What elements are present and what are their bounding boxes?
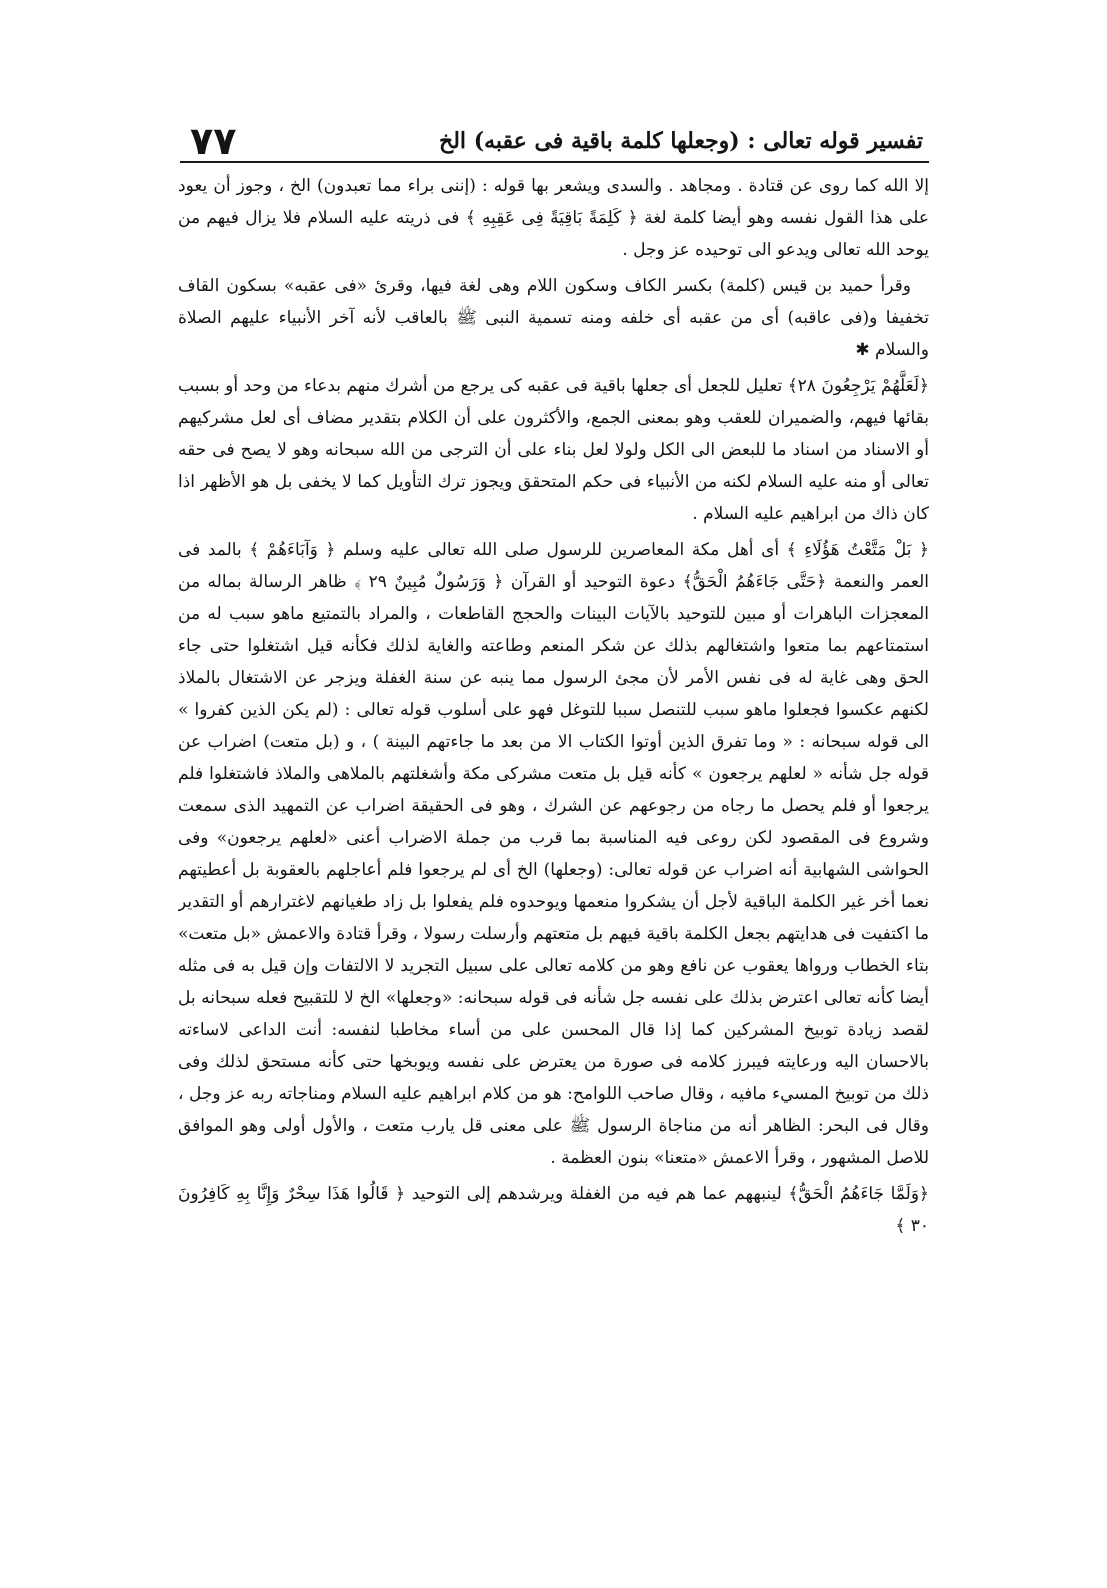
- header-rule: [180, 161, 929, 163]
- paragraph-1: إلا الله كما روى عن قتادة . ومجاهد . والسدى ويشعر بها قوله : (إننى براء مما تعبدون) الخ ، وجوز أن يعود على هذا القول نفسه وهو أيضا كلمة لغة ﴿ كَلِمَةً بَاقِيَةً فِى عَقِبِهِ ﴾ فى ذريته عليه السلام فلا يزال فيهم من يوحد الله تعالى ويدعو الى توحيده عز وجل .: [178, 176, 929, 260]
- paragraph-5: ﴿وَلَمَّا جَاءَهُمُ الْحَقُّ﴾ لينبههم عما هم فيه من الغفلة ويرشدهم إلى التوحيد ﴿ قَالُوا هَذَا سِحْرٌ وَإِنَّا بِهِ كَافِرُونَ ٣٠ ﴾: [178, 1184, 929, 1236]
- paragraph-2: وقرأ حميد بن قيس (كلمة) بكسر الكاف وسكون اللام وهى لغة فيها، وقرئ «فى عقبه» بسكون القاف تخفيفا و(فى عاقبه) أى من عقبه أى خلفه ومنه تسمية النبى ﷺ بالعاقب لأنه آخر الأنبياء عليهم الصلاة والسلام ✱: [178, 276, 929, 360]
- paragraph-3: ﴿لَعَلَّهُمْ يَرْجِعُونَ ٢٨﴾ تعليل للجعل أى جعلها باقية فى عقبه كى يرجع من أشرك منهم بدعاء من وحد أو بسبب بقائها فيهم، والضميران للعقب وهو بمعنى الجمع، والأكثرون على أن الكلام بتقدير مضاف أى لعل مشركيهم أو الاسناد من اسناد ما للبعض الى الكل ولولا لعل بناء على أن الترجى من الله سبحانه وهو لا يصح فى حقه تعالى أو منه عليه السلام لكنه من الأنبياء فى حكم المتحقق ويجوز ترك التأويل كما لا يخفى بل هو الأظهر اذا كان ذاك من ابراهيم عليه السلام .: [178, 376, 929, 524]
- page-body: [178, 170, 929, 1568]
- paragraph-4: ﴿ بَلْ مَتَّعْتُ هَؤُلَاءِ ﴾ أى أهل مكة المعاصرين للرسول صلى الله تعالى عليه وسلم ﴿ وَآبَاءَهُمْ ﴾ بالمد فى العمر والنعمة ﴿حَتَّى جَاءَهُمُ الْحَقُّ﴾ دعوة التوحيد أو القرآن ﴿ وَرَسُولٌ مُبِينٌ ٢٩ ﴾ ظاهر الرسالة بماله من المعجزات الباهرات أو مبين للتوحيد بالآيات البينات والحجج القاطعات ، والمراد بالتمتيع ماهو سبب له من استمتاعهم بما متعوا واشتغالهم بذلك عن شكر المنعم وطاعته والغاية لذلك فكأنه قيل اشتغلوا حتى جاء الحق وهى غاية له فى نفس الأمر لأن مجئ الرسول مما ينبه عن سنة الغفلة ويزجر عن الاشتغال بالملاذ لكنهم عكسوا فجعلوا ماهو سبب للتنصل سببا للتوغل فهو على أسلوب قوله تعالى : (لم يكن الذين كفروا » الى قوله سبحانه : « وما تفرق الذين أوتوا الكتاب الا من بعد ما جاءتهم البينة ) ، و (بل متعت) اضراب عن قوله جل شأنه « لعلهم يرجعون » كأنه قيل بل متعت مشركى مكة وأشغلتهم بالملاهى والملاذ فاشتغلوا فلم يرجعوا أو فلم يحصل ما رجاه من رجوعهم عن الشرك ، وهو فى الحقيقة اضراب عن التمهيد الذى سمعت وشروع فى المقصود لكن روعى فيه المناسبة بما قرب من جملة الاضراب أعنى «لعلهم يرجعون» وفى الحواشى الشهابية أنه اضراب عن قوله تعالى: (وجعلها) الخ أى لم يرجعوا فلم أعاجلهم بالعقوبة بل أعطيتهم نعما أخر غير الكلمة الباقية لأجل أن يشكروا منعمها ويوحدوه فلم يفعلوا بل زاد طغيانهم لاغترارهم أو التقدير ما اكتفيت فى هدايتهم بجعل الكلمة باقية فيهم بل متعتهم وأرسلت رسولا ، وقرأ قتادة والاعمش «بل متعت» بتاء الخطاب ورواها يعقوب عن نافع وهو من كلامه تعالى على سبيل التجريد لا الالتفات وإن قيل به فى مثله أيضا كأنه تعالى اعترض بذلك على نفسه جل شأنه فى قوله سبحانه: «وجعلها» الخ لا للتقبيح فعله سبحانه بل لقصد زيادة توبيخ المشركين كما إذا قال المحسن على من أساء مخاطبا لنفسه: أنت الداعى لاساءته بالاحسان اليه ورعايته فيبرز كلامه فى صورة من يعترض على نفسه ويوبخها حتى كأنه مستحق لذلك وفى ذلك من توبيخ المسيء مافيه ، وقال صاحب اللوامح: هو من كلام ابراهيم عليه السلام ومناجاته ربه عز وجل ، وقال فى البحر: الظاهر أنه من مناجاة الرسول ﷺ على معنى قل يارب متعت ، والأول أولى وهو الموافق للاصل المشهور ، وقرأ الاعمش «متعنا» بنون العظمة .: [178, 540, 929, 1168]
- page-header: [180, 118, 929, 164]
- page-number: ٧٧: [190, 119, 237, 163]
- running-title: تفسير قوله تعالى : (وجعلها كلمة باقية فى عقبه) الخ: [439, 128, 923, 154]
